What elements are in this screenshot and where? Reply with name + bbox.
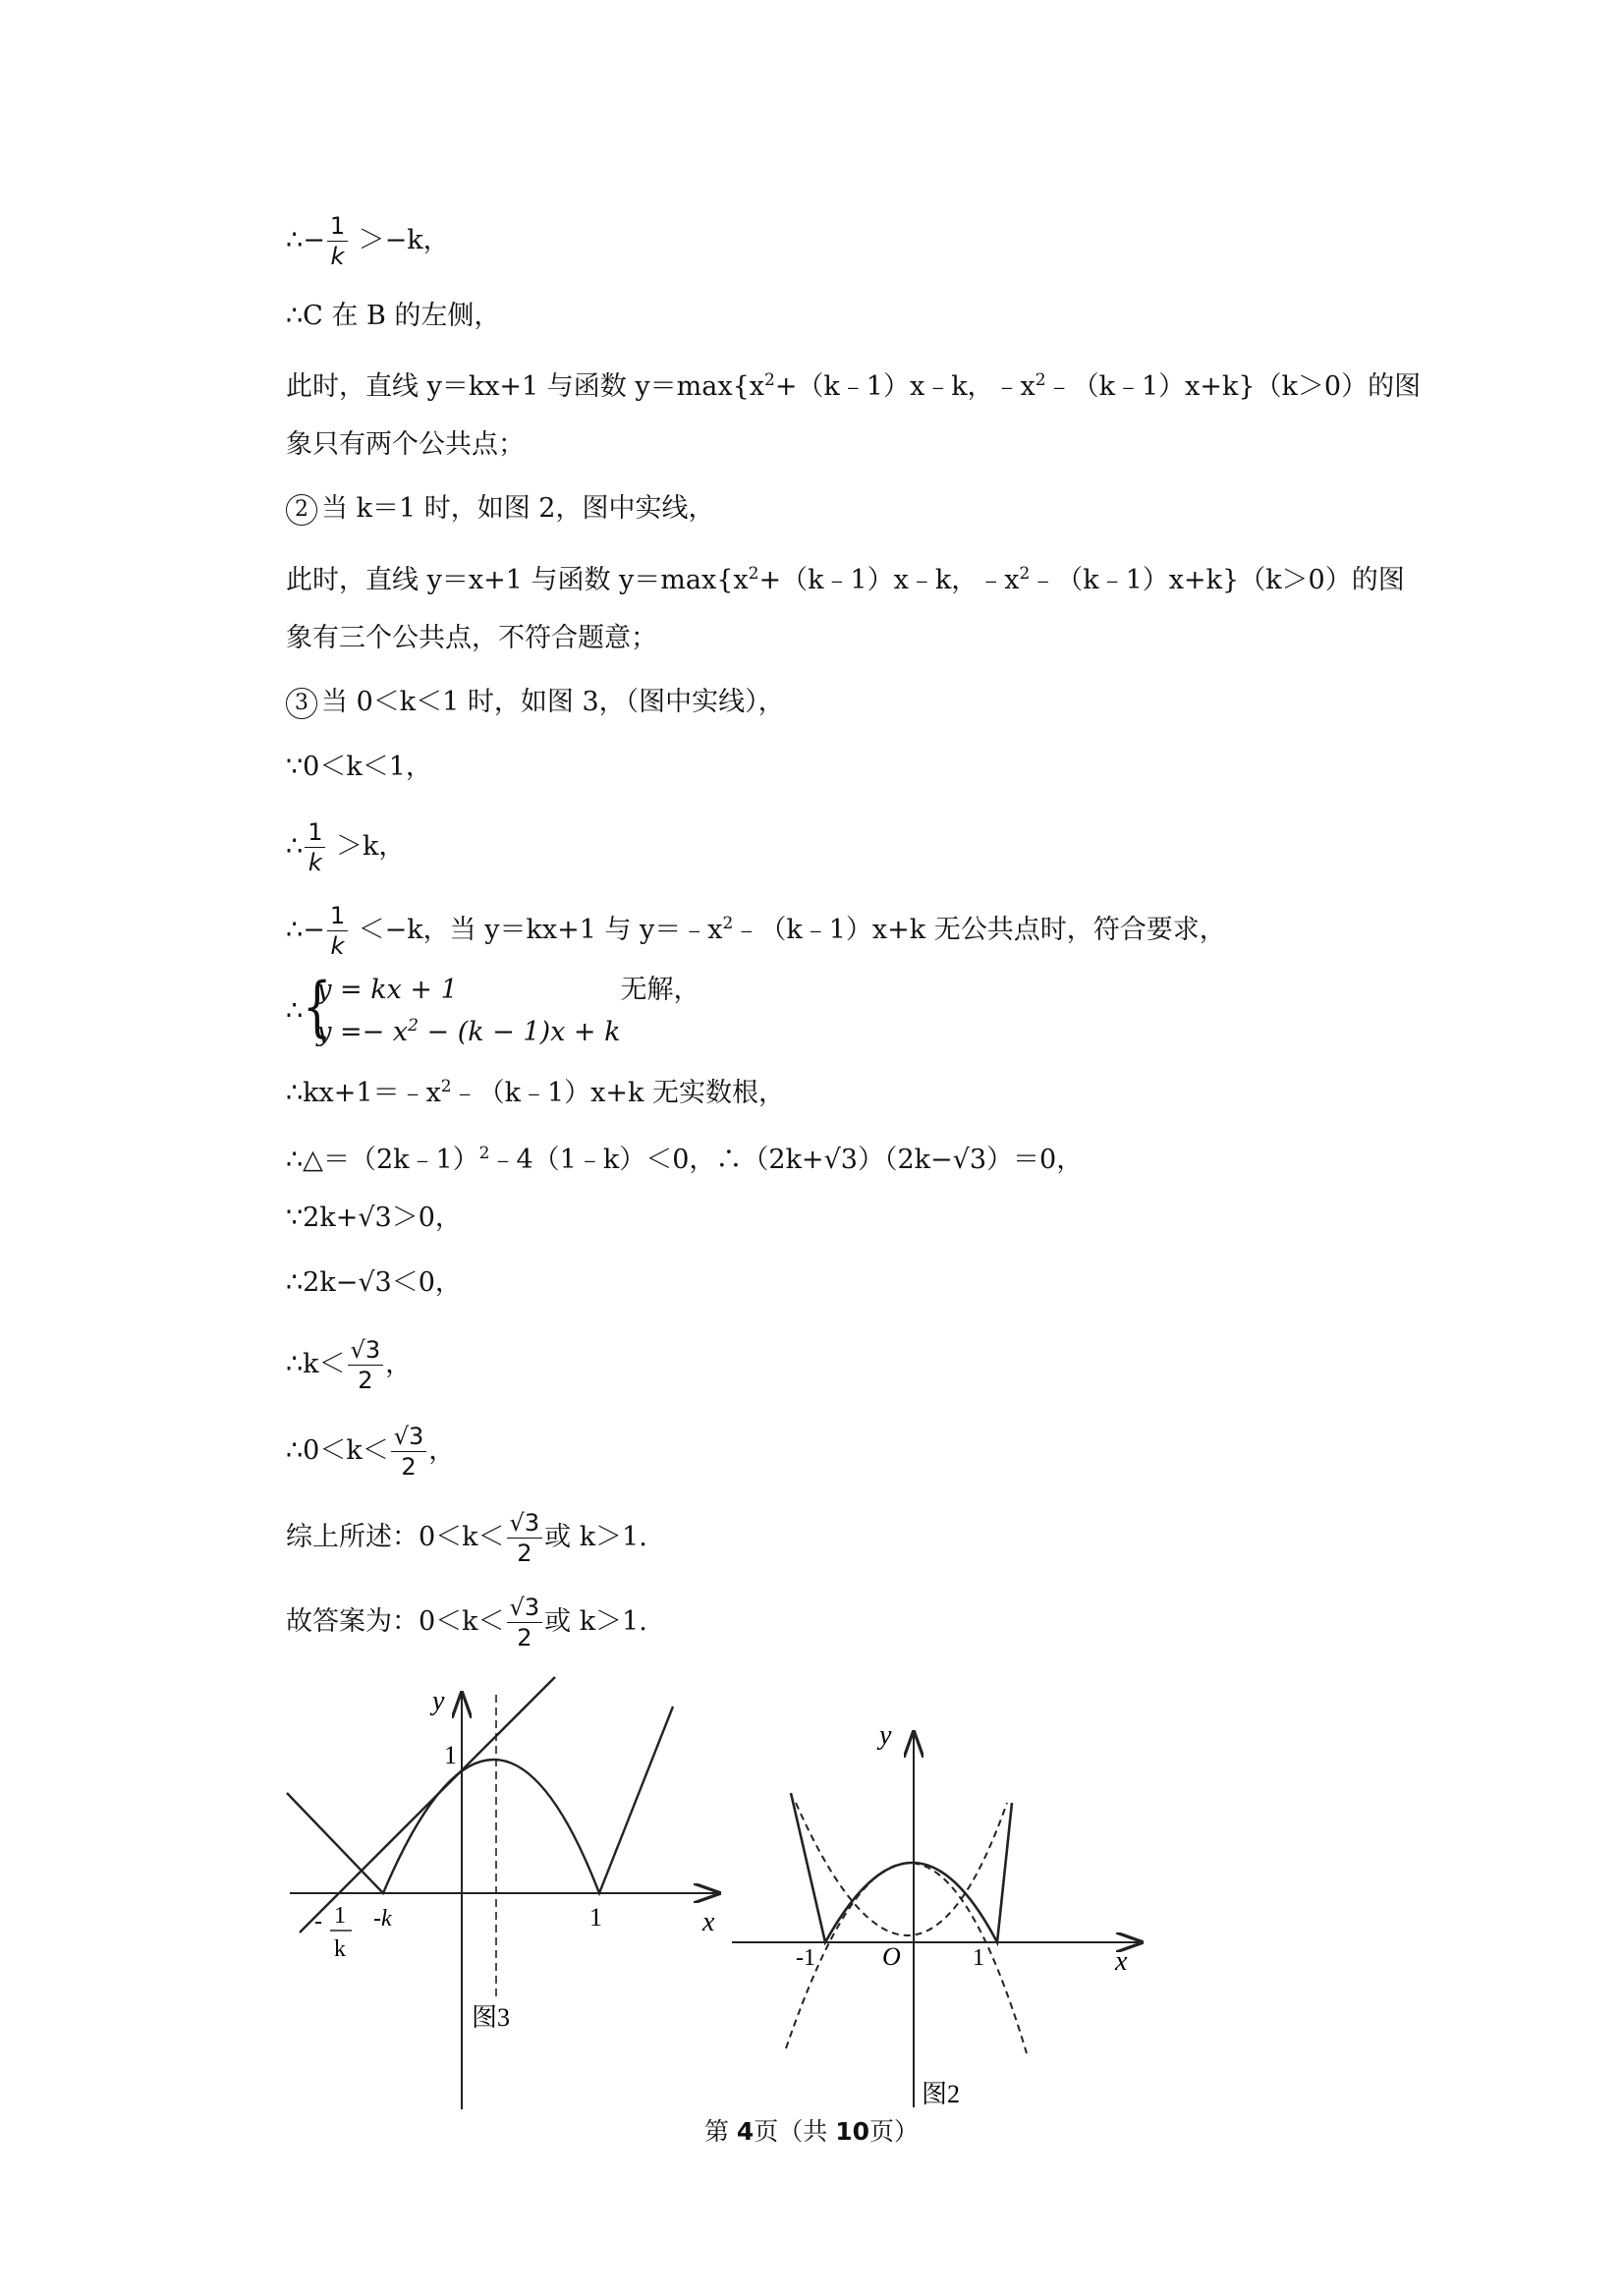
fraction-sqrt3-over-2 bbox=[391, 1425, 427, 1479]
minus-sign: − bbox=[303, 915, 325, 945]
line-12-system bbox=[286, 969, 700, 1050]
line-14-part-d: ）＝0， bbox=[986, 1145, 1084, 1175]
line-19-part-b: 或 k＞1. bbox=[544, 1522, 647, 1552]
system-row-2-b: − (k − 1)x + k bbox=[418, 1017, 621, 1047]
y-label: y bbox=[879, 1720, 892, 1751]
circled-number-3: 3 bbox=[286, 688, 317, 719]
solid-graph bbox=[791, 1793, 1012, 1942]
line-18 bbox=[286, 1425, 455, 1479]
line-14-part-b: ﹣4（1﹣k）＜0，∴（2k+ bbox=[489, 1145, 824, 1175]
superscript: 2 bbox=[478, 1144, 490, 1163]
line-10 bbox=[286, 820, 405, 874]
therefore-symbol: ∴ bbox=[286, 225, 304, 255]
minus-k-label: -k bbox=[373, 1906, 392, 1932]
one-label: 1 bbox=[973, 1945, 984, 1971]
neg1-label: -1 bbox=[796, 1945, 815, 1971]
frac-numerator: √3 bbox=[348, 1338, 384, 1366]
line-13-part-a: ∴kx+1＝﹣x bbox=[286, 1078, 441, 1108]
line-19 bbox=[286, 1511, 647, 1565]
line-15 bbox=[286, 1199, 462, 1238]
frac-denominator: k bbox=[330, 243, 345, 270]
minus-sign: − bbox=[303, 225, 325, 255]
line-11-part-a: ＜−k，当 y＝kx+1 与 y＝﹣x bbox=[350, 915, 723, 945]
line-15-part-a: ∵2k+ bbox=[286, 1203, 359, 1233]
superscript: 2 bbox=[440, 1077, 452, 1096]
fraction-1-over-k bbox=[327, 904, 348, 958]
fraction-sqrt3-over-2 bbox=[507, 1596, 543, 1650]
y-label: y bbox=[432, 1686, 445, 1716]
circled-number-2: 2 bbox=[286, 494, 317, 526]
figure-3-graph bbox=[285, 1665, 737, 2117]
superscript: 2 bbox=[763, 370, 775, 390]
frac-numerator: √3 bbox=[391, 1425, 427, 1452]
figure-2-caption: 图2 bbox=[922, 2080, 961, 2108]
line-20-part-b: 或 k＞1. bbox=[544, 1606, 647, 1637]
therefore-symbol: ∴ bbox=[286, 915, 304, 945]
line-16 bbox=[286, 1263, 462, 1303]
line-14-part-a: ∴△＝（2k﹣1） bbox=[286, 1145, 479, 1175]
line-7: 象有三个公共点，不符合题意； bbox=[286, 623, 657, 653]
line-18-part-a: ∴0＜k＜ bbox=[286, 1435, 389, 1466]
line-11-part-b: ﹣（k﹣1）x+k 无公共点时，符合要求， bbox=[733, 915, 1226, 945]
line-15-part-b: ＞0， bbox=[391, 1203, 462, 1233]
line-2: ∴C 在 B 的左侧， bbox=[286, 301, 501, 331]
origin-label: O bbox=[882, 1942, 901, 1971]
superscript: 2 bbox=[1035, 370, 1046, 390]
fraction-sqrt3-over-2 bbox=[507, 1511, 543, 1565]
frac-denominator: k bbox=[308, 849, 322, 876]
line-9: ∵0＜k＜1， bbox=[286, 752, 432, 782]
line-13-part-b: ﹣（k﹣1）x+k 无实数根， bbox=[451, 1078, 785, 1108]
figure-3-caption: 图3 bbox=[472, 2003, 511, 2032]
frac-numerator: √3 bbox=[507, 1511, 543, 1539]
line-1 bbox=[286, 214, 450, 268]
frac-numerator: 1 bbox=[305, 820, 325, 848]
line-20 bbox=[286, 1596, 647, 1650]
line-20-part-a: 故答案为：0＜k＜ bbox=[286, 1606, 505, 1637]
therefore-symbol: ∴ bbox=[286, 995, 304, 1027]
line-6-part-a: 此时，直线 y＝x+1 与函数 y＝max{x bbox=[286, 565, 749, 595]
line-11 bbox=[286, 904, 1226, 958]
superscript: 2 bbox=[1019, 564, 1031, 584]
figure-2-graph bbox=[727, 1714, 1149, 2117]
fraction-sqrt3-over-2 bbox=[348, 1338, 384, 1392]
system-row-2-a: y =− x bbox=[316, 1017, 409, 1047]
line-4: 象只有两个公共点； bbox=[286, 429, 525, 460]
line-14 bbox=[286, 1134, 1083, 1180]
line-6-part-b: +（k﹣1）x﹣k，﹣x bbox=[758, 565, 1020, 595]
x-label: x bbox=[702, 1907, 715, 1937]
line-16-part-a: ∴2k− bbox=[286, 1267, 359, 1298]
frac-num: 1 bbox=[334, 1903, 346, 1929]
sqrt-3: √3 bbox=[358, 1267, 392, 1298]
footer-mid: 页（共 bbox=[754, 2117, 836, 2146]
page-footer bbox=[0, 2112, 1623, 2148]
system-row-1: y = kx + 1 bbox=[316, 975, 458, 1005]
line-10-tail: ＞k， bbox=[327, 831, 406, 862]
equation-system bbox=[303, 969, 621, 1050]
line-17-part-a: ∴k＜ bbox=[286, 1349, 346, 1379]
lower-parabola-dashed bbox=[786, 1863, 1027, 2053]
footer-post: 页） bbox=[869, 2117, 920, 2146]
line-3-part-b: +（k﹣1）x﹣k，﹣x bbox=[774, 371, 1035, 402]
line-18-part-b: ， bbox=[428, 1435, 456, 1466]
line-17-part-b: ， bbox=[385, 1349, 413, 1379]
system-tail: 无解， bbox=[620, 975, 700, 1005]
inequality-text: ＞−k， bbox=[350, 225, 450, 255]
line-8 bbox=[286, 683, 785, 722]
sqrt-3: √3 bbox=[952, 1145, 987, 1175]
frac-denominator: k bbox=[330, 932, 345, 960]
line-8-text: 当 0＜k＜1 时，如图 3，（图中实线）， bbox=[321, 687, 785, 717]
frac-numerator: √3 bbox=[507, 1596, 543, 1623]
frac-numerator: 1 bbox=[327, 904, 348, 931]
footer-pre: 第 bbox=[703, 2117, 737, 2146]
footer-page-number: 4 bbox=[736, 2117, 755, 2146]
system-row-2 bbox=[316, 1008, 620, 1050]
frac-denominator: 2 bbox=[401, 1453, 417, 1481]
line-5 bbox=[286, 489, 714, 529]
upper-parabola-dashed bbox=[796, 1803, 1007, 1935]
line-3-part-a: 此时，直线 y＝kx+1 与函数 y＝max{x bbox=[286, 371, 764, 402]
frac-denominator: 2 bbox=[517, 1624, 532, 1652]
left-brace: { bbox=[303, 969, 332, 1044]
frac-denominator: 2 bbox=[358, 1367, 373, 1394]
line-6 bbox=[286, 554, 1405, 600]
line-3-part-c: ﹣（k﹣1）x+k}（k＞0）的图 bbox=[1045, 371, 1422, 402]
fraction-1-over-k bbox=[327, 214, 348, 268]
fraction-1-over-k bbox=[305, 820, 325, 874]
line-5-text: 当 k＝1 时，如图 2，图中实线， bbox=[321, 493, 715, 524]
one-y-label: 1 bbox=[444, 1741, 457, 1769]
superscript: 2 bbox=[748, 564, 759, 584]
line-13 bbox=[286, 1067, 785, 1113]
therefore-symbol: ∴ bbox=[286, 831, 304, 862]
line-14-part-c: ）（2k− bbox=[857, 1145, 953, 1175]
x-label: x bbox=[1115, 1946, 1128, 1977]
frac-numerator: 1 bbox=[327, 214, 348, 242]
line-16-part-b: ＜0， bbox=[391, 1267, 462, 1298]
superscript: 2 bbox=[722, 914, 734, 933]
line-17 bbox=[286, 1338, 412, 1392]
footer-total: 10 bbox=[835, 2117, 870, 2146]
sqrt-3: √3 bbox=[358, 1203, 392, 1233]
superscript: 2 bbox=[408, 1016, 419, 1036]
line-19-part-a: 综上所述：0＜k＜ bbox=[286, 1522, 505, 1552]
curve-solid bbox=[287, 1707, 673, 1893]
neg-sign: - bbox=[314, 1909, 322, 1934]
frac-denominator: 2 bbox=[517, 1540, 532, 1567]
sqrt-3: √3 bbox=[823, 1145, 858, 1175]
line-6-part-c: ﹣（k﹣1）x+k}（k＞0）的图 bbox=[1030, 565, 1405, 595]
line-3 bbox=[286, 361, 1421, 407]
frac-den: k bbox=[334, 1936, 346, 1962]
one-x-label: 1 bbox=[589, 1903, 602, 1932]
